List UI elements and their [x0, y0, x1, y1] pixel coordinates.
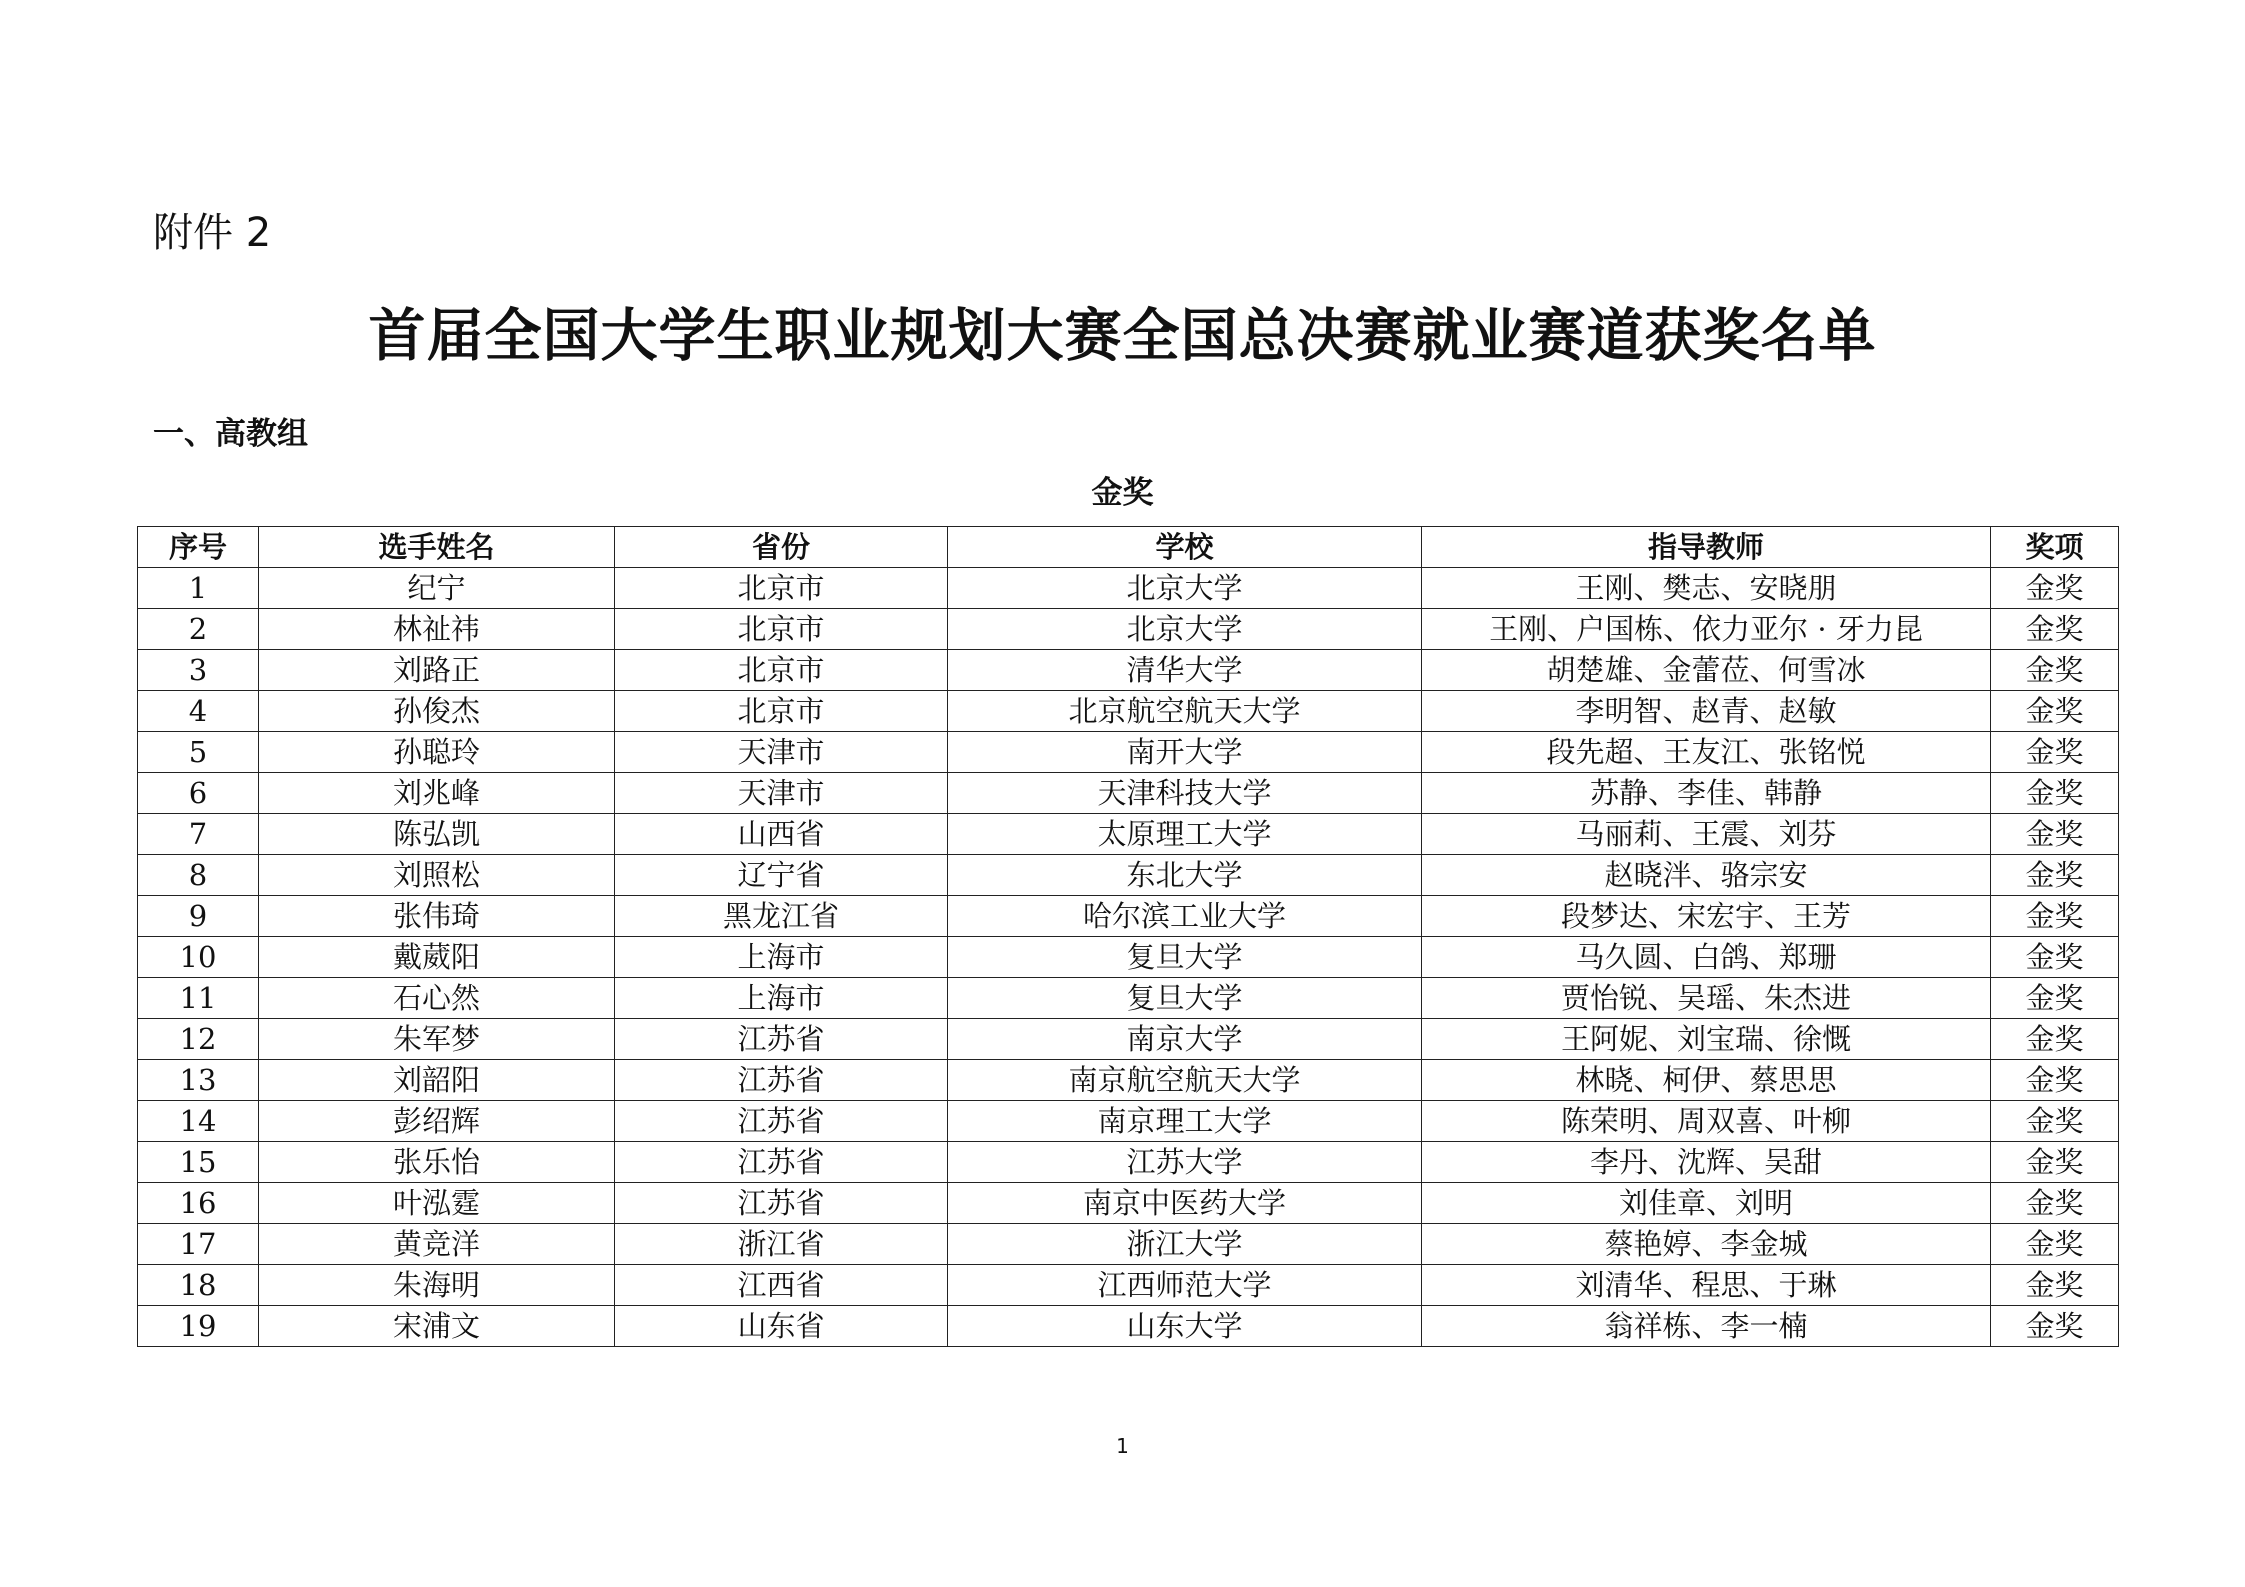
cell-province: 山东省: [615, 1306, 948, 1347]
table-caption: 金奖: [1091, 475, 1154, 511]
table-row: [138, 773, 2119, 814]
cell-advisors: 林晓、柯伊、蔡思思: [1422, 1060, 1991, 1101]
cell-province: 上海市: [615, 937, 948, 978]
cell-index: 12: [138, 1019, 259, 1060]
cell-award: 金奖: [1991, 1142, 2119, 1183]
cell-index: 17: [138, 1224, 259, 1265]
table-row: [138, 568, 2119, 609]
cell-advisors: 李丹、沈辉、吴甜: [1422, 1142, 1991, 1183]
cell-name: 彭绍辉: [259, 1101, 615, 1142]
cell-province: 江苏省: [615, 1060, 948, 1101]
cell-name: 戴葳阳: [259, 937, 615, 978]
cell-advisors: 苏静、李佳、韩静: [1422, 773, 1991, 814]
cell-school: 哈尔滨工业大学: [948, 896, 1422, 937]
cell-name: 刘照松: [259, 855, 615, 896]
table-row: [138, 1142, 2119, 1183]
cell-province: 浙江省: [615, 1224, 948, 1265]
table-row: [138, 609, 2119, 650]
cell-name: 黄竞洋: [259, 1224, 615, 1265]
cell-school: 北京大学: [948, 568, 1422, 609]
cell-province: 上海市: [615, 978, 948, 1019]
cell-index: 16: [138, 1183, 259, 1224]
table-row: [138, 896, 2119, 937]
table-row: [138, 1019, 2119, 1060]
page-number: 1: [1116, 1434, 1129, 1458]
cell-award: 金奖: [1991, 773, 2119, 814]
cell-school: 山东大学: [948, 1306, 1422, 1347]
cell-advisors: 蔡艳婷、李金城: [1422, 1224, 1991, 1265]
cell-advisors: 王刚、户国栋、依力亚尔 · 牙力昆: [1422, 609, 1991, 650]
table-row: [138, 732, 2119, 773]
cell-index: 2: [138, 609, 259, 650]
cell-index: 5: [138, 732, 259, 773]
cell-award: 金奖: [1991, 978, 2119, 1019]
cell-name: 叶泓霆: [259, 1183, 615, 1224]
column-header-advisors: 指导教师: [1422, 527, 1991, 568]
cell-school: 南京理工大学: [948, 1101, 1422, 1142]
cell-advisors: 赵晓泮、骆宗安: [1422, 855, 1991, 896]
cell-award: 金奖: [1991, 650, 2119, 691]
table-row: [138, 650, 2119, 691]
cell-index: 13: [138, 1060, 259, 1101]
cell-index: 15: [138, 1142, 259, 1183]
cell-advisors: 马丽莉、王震、刘芬: [1422, 814, 1991, 855]
cell-advisors: 马久圆、白鸽、郑珊: [1422, 937, 1991, 978]
cell-index: 1: [138, 568, 259, 609]
section-heading: 一、高教组: [153, 416, 308, 452]
cell-award: 金奖: [1991, 1060, 2119, 1101]
cell-award: 金奖: [1991, 1101, 2119, 1142]
table-row: [138, 1306, 2119, 1347]
column-header-school: 学校: [948, 527, 1422, 568]
cell-advisors: 李明智、赵青、赵敏: [1422, 691, 1991, 732]
table-row: [138, 1101, 2119, 1142]
cell-advisors: 陈荣明、周双喜、叶柳: [1422, 1101, 1991, 1142]
cell-name: 孙俊杰: [259, 691, 615, 732]
cell-award: 金奖: [1991, 691, 2119, 732]
table-header-row: [138, 527, 2119, 568]
cell-award: 金奖: [1991, 814, 2119, 855]
cell-index: 18: [138, 1265, 259, 1306]
cell-award: 金奖: [1991, 732, 2119, 773]
cell-province: 北京市: [615, 650, 948, 691]
cell-name: 朱海明: [259, 1265, 615, 1306]
cell-school: 南开大学: [948, 732, 1422, 773]
cell-award: 金奖: [1991, 1183, 2119, 1224]
cell-index: 14: [138, 1101, 259, 1142]
cell-award: 金奖: [1991, 568, 2119, 609]
cell-advisors: 刘佳章、刘明: [1422, 1183, 1991, 1224]
cell-school: 北京大学: [948, 609, 1422, 650]
cell-province: 黑龙江省: [615, 896, 948, 937]
cell-school: 清华大学: [948, 650, 1422, 691]
cell-school: 浙江大学: [948, 1224, 1422, 1265]
cell-name: 朱军梦: [259, 1019, 615, 1060]
cell-school: 南京大学: [948, 1019, 1422, 1060]
cell-award: 金奖: [1991, 609, 2119, 650]
cell-name: 刘路正: [259, 650, 615, 691]
table-row: [138, 691, 2119, 732]
table-row: [138, 1265, 2119, 1306]
cell-name: 纪宁: [259, 568, 615, 609]
table-row: [138, 978, 2119, 1019]
cell-award: 金奖: [1991, 1265, 2119, 1306]
cell-name: 张乐怡: [259, 1142, 615, 1183]
cell-province: 北京市: [615, 568, 948, 609]
awards-table: [137, 526, 2119, 1347]
cell-index: 3: [138, 650, 259, 691]
attachment-label: 附件 2: [153, 210, 272, 256]
table-row: [138, 1224, 2119, 1265]
cell-school: 复旦大学: [948, 937, 1422, 978]
cell-advisors: 王刚、樊志、安晓朋: [1422, 568, 1991, 609]
cell-school: 江西师范大学: [948, 1265, 1422, 1306]
cell-award: 金奖: [1991, 1306, 2119, 1347]
cell-index: 8: [138, 855, 259, 896]
cell-index: 10: [138, 937, 259, 978]
cell-school: 江苏大学: [948, 1142, 1422, 1183]
cell-advisors: 刘清华、程思、于琳: [1422, 1265, 1991, 1306]
cell-advisors: 王阿妮、刘宝瑞、徐慨: [1422, 1019, 1991, 1060]
cell-advisors: 贾怡锐、吴瑶、朱杰进: [1422, 978, 1991, 1019]
cell-school: 东北大学: [948, 855, 1422, 896]
cell-award: 金奖: [1991, 937, 2119, 978]
cell-name: 陈弘凯: [259, 814, 615, 855]
column-header-province: 省份: [615, 527, 948, 568]
cell-school: 太原理工大学: [948, 814, 1422, 855]
cell-name: 石心然: [259, 978, 615, 1019]
cell-award: 金奖: [1991, 1224, 2119, 1265]
cell-index: 11: [138, 978, 259, 1019]
cell-index: 6: [138, 773, 259, 814]
cell-school: 天津科技大学: [948, 773, 1422, 814]
cell-province: 江苏省: [615, 1142, 948, 1183]
cell-province: 江苏省: [615, 1183, 948, 1224]
cell-name: 林祉祎: [259, 609, 615, 650]
table-row: [138, 937, 2119, 978]
cell-index: 19: [138, 1306, 259, 1347]
cell-name: 宋浦文: [259, 1306, 615, 1347]
cell-name: 刘兆峰: [259, 773, 615, 814]
cell-name: 刘韶阳: [259, 1060, 615, 1101]
cell-province: 天津市: [615, 773, 948, 814]
column-header-award: 奖项: [1991, 527, 2119, 568]
cell-school: 复旦大学: [948, 978, 1422, 1019]
cell-index: 4: [138, 691, 259, 732]
cell-province: 江苏省: [615, 1019, 948, 1060]
cell-name: 孙聪玲: [259, 732, 615, 773]
awards-table-body: [138, 568, 2119, 1347]
cell-province: 辽宁省: [615, 855, 948, 896]
cell-index: 7: [138, 814, 259, 855]
cell-province: 北京市: [615, 691, 948, 732]
cell-award: 金奖: [1991, 896, 2119, 937]
cell-index: 9: [138, 896, 259, 937]
cell-school: 南京航空航天大学: [948, 1060, 1422, 1101]
cell-award: 金奖: [1991, 1019, 2119, 1060]
table-row: [138, 1183, 2119, 1224]
table-row: [138, 1060, 2119, 1101]
column-header-index: 序号: [138, 527, 259, 568]
table-row: [138, 855, 2119, 896]
cell-province: 北京市: [615, 609, 948, 650]
cell-advisors: 胡楚雄、金蕾莅、何雪冰: [1422, 650, 1991, 691]
cell-province: 天津市: [615, 732, 948, 773]
cell-province: 江苏省: [615, 1101, 948, 1142]
cell-province: 江西省: [615, 1265, 948, 1306]
column-header-name: 选手姓名: [259, 527, 615, 568]
cell-school: 南京中医药大学: [948, 1183, 1422, 1224]
cell-name: 张伟琦: [259, 896, 615, 937]
table-row: [138, 814, 2119, 855]
cell-award: 金奖: [1991, 855, 2119, 896]
cell-advisors: 段先超、王友江、张铭悦: [1422, 732, 1991, 773]
cell-province: 山西省: [615, 814, 948, 855]
document-title: 首届全国大学生职业规划大赛全国总决赛就业赛道获奖名单: [368, 302, 1877, 369]
cell-advisors: 段梦达、宋宏宇、王芳: [1422, 896, 1991, 937]
cell-school: 北京航空航天大学: [948, 691, 1422, 732]
cell-advisors: 翁祥栋、李一楠: [1422, 1306, 1991, 1347]
